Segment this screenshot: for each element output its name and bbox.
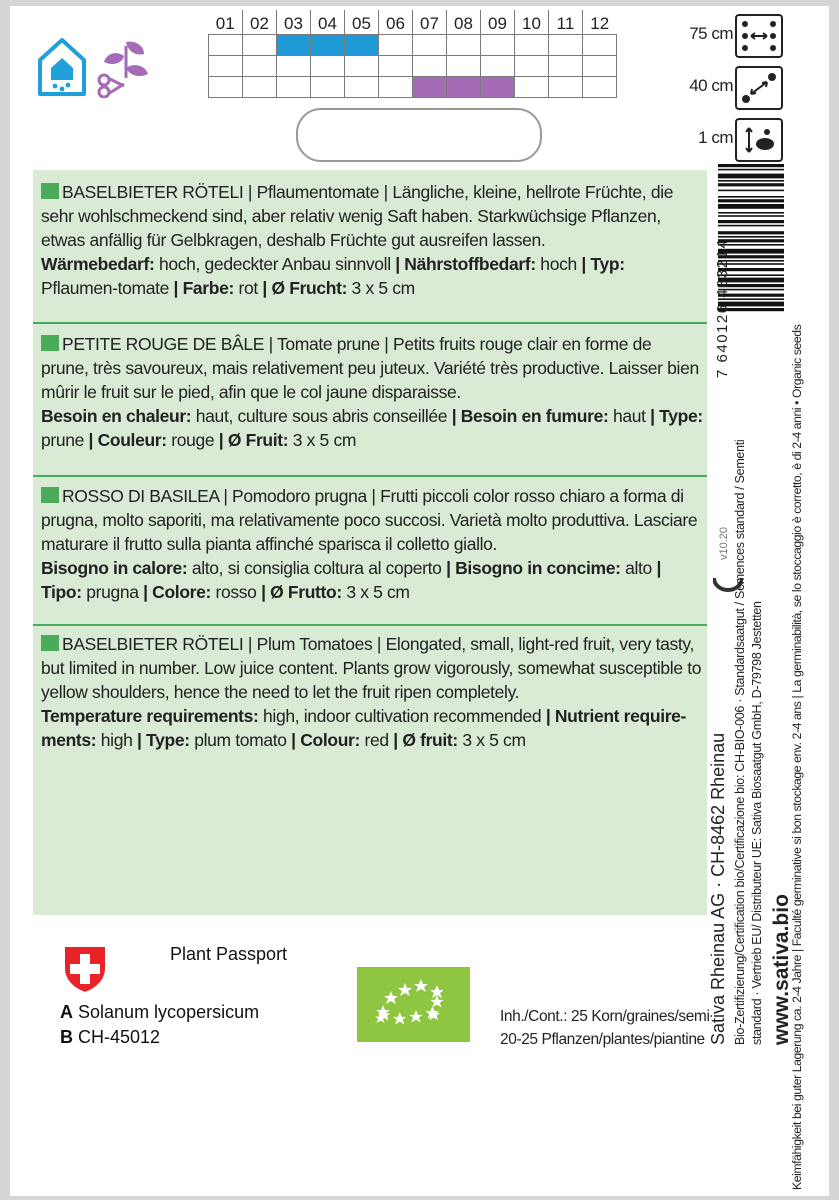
variety-description: | Tomate prune | Petits fruits rouge clair en forme de prune, très savoureux, mais relativement peu juteux. Variété très productive. Laisser bien mûrir le fruit sur le pied, afin que le col jaune disparaisse. <box>41 334 699 402</box>
calendar-grid <box>208 10 617 98</box>
sowing-depth-label: 1 cm <box>698 128 733 147</box>
green-square-icon <box>41 183 59 199</box>
row-spacing <box>660 14 785 66</box>
month-label: 03 <box>277 10 311 35</box>
calendar-cell <box>413 56 447 77</box>
attr-label: | Tipo: <box>41 558 661 602</box>
attr-value: alto <box>620 558 657 578</box>
version-label: v10.20 <box>718 526 730 560</box>
variety-title: BASELBIETER RÖTELI <box>62 182 244 202</box>
attr-label: | Nutrient require-ments: <box>41 706 687 750</box>
month-label: 05 <box>345 10 379 35</box>
variety-description: | Pomodoro prugna | Frutti piccoli color rosso chiaro a forma di prugna, molto saporiti, ma relativamente poco succosi. Varietà molto produttiva. Lasciare maturare il frutto sulla pianta affinché sparisca il colletto giallo. <box>41 486 698 554</box>
variety-section-it <box>41 484 703 604</box>
calendar-cell <box>549 56 583 77</box>
calendar-cell <box>481 77 515 98</box>
passport-letter-a: A <box>60 1002 73 1022</box>
month-label: 06 <box>379 10 413 35</box>
attr-label: | Nährstoffbedarf: <box>395 254 536 274</box>
passport-title: Plant Passport <box>170 944 288 964</box>
barcode-bar <box>718 204 784 209</box>
variety-section-en <box>41 632 703 752</box>
barcode-bar <box>718 174 784 179</box>
calendar-cell <box>583 35 617 56</box>
month-label: 09 <box>481 10 515 35</box>
barcode-bar <box>718 196 784 198</box>
calendar-cell <box>413 35 447 56</box>
calendar-cell <box>277 77 311 98</box>
attr-label: Besoin en chaleur: <box>41 406 192 426</box>
attr-value: high <box>96 730 137 750</box>
calendar-cell <box>481 56 515 77</box>
passport-letter-b: B <box>60 1027 73 1047</box>
calendar-cell <box>447 56 481 77</box>
section-divider <box>33 624 707 626</box>
barcode-bar <box>718 169 784 171</box>
attr-label: Temperature requirements: <box>41 706 259 726</box>
sowing-depth-icon <box>735 118 783 162</box>
barcode-bar <box>718 164 784 167</box>
attr-label: | Ø Fruit: <box>218 430 289 450</box>
variety-section-fr <box>41 332 703 452</box>
calendar-cell <box>209 77 243 98</box>
barcode-bar <box>718 215 784 217</box>
calendar-cell <box>549 35 583 56</box>
eu-organic-leaf-logo <box>357 967 470 1042</box>
month-label: 11 <box>549 10 583 35</box>
cultivation-icons <box>38 38 153 98</box>
attr-label: | Farbe: <box>173 278 234 298</box>
hanger-hole <box>296 108 542 162</box>
green-square-icon <box>41 635 59 651</box>
attr-value: prugna <box>81 582 144 602</box>
description-panel <box>33 170 707 915</box>
calendar-cell <box>379 56 413 77</box>
month-label: 07 <box>413 10 447 35</box>
calendar-cell <box>311 56 345 77</box>
attr-label: | Bisogno in concime: <box>446 558 621 578</box>
calendar-cell <box>515 77 549 98</box>
attr-value: 3 x 5 cm <box>347 278 415 298</box>
attr-value: haut <box>608 406 651 426</box>
variety-section-de <box>41 180 703 300</box>
calendar-cell <box>515 35 549 56</box>
month-label: 10 <box>515 10 549 35</box>
variety-title: PETITE ROUGE DE BÂLE <box>62 334 265 354</box>
contents-seeds: Inh./Cont.: 25 Korn/graines/semi <box>500 1008 710 1025</box>
calendar-cell <box>447 35 481 56</box>
calendar-cell <box>311 77 345 98</box>
passport-line-b <box>60 1027 160 1048</box>
attr-value: rouge <box>166 430 219 450</box>
barcode-bar <box>718 231 784 234</box>
attr-value: alto, si consiglia coltura al coperto <box>187 558 447 578</box>
month-label: 12 <box>590 14 610 33</box>
row-spacing-label: 75 cm <box>689 24 733 43</box>
calendar-cell <box>583 56 617 77</box>
calendar-cell <box>243 35 277 56</box>
barcode-bar <box>718 183 784 186</box>
plant-spacing <box>660 66 785 118</box>
calendar-cell <box>277 35 311 56</box>
green-square-icon <box>41 335 59 351</box>
barcode-bar <box>718 220 784 223</box>
variety-description: | Plum Tomatoes | Elongated, small, light-red fruit, very tasty, but limited in number. Low juice content. Plants grow vigorously, somewhat susceptible to yellow shoulders, hence the need to let the fruit ripen completely. <box>41 634 702 702</box>
website-link[interactable]: www.sativa.bio <box>770 894 793 1045</box>
barcode-number: 7 640126 483214 <box>714 238 731 378</box>
calendar-cell <box>481 35 515 56</box>
calendar-cell <box>413 77 447 98</box>
calendar-cell <box>311 35 345 56</box>
section-divider <box>33 475 707 477</box>
attr-value: 3 x 5 cm <box>457 730 526 750</box>
calendar-cell <box>243 77 277 98</box>
attr-value: 3 x 5 cm <box>341 582 410 602</box>
attr-label: | Besoin en fumure: <box>451 406 609 426</box>
attr-label: | Ø Frucht: <box>262 278 348 298</box>
calendar-cell <box>583 77 617 98</box>
calendar-cell <box>243 56 277 77</box>
company-address: Sativa Rheinau AG · CH-8462 Rheinau <box>708 732 728 1045</box>
germination-text: Keimfähigkeit bei guter Lagerung ca. 2-4 Jahre | Faculté germinative si bon stockage env. 2-4 ans | La germinabilità, se lo stoccaggio è corretto, è di 2-4 anni • Organic seeds <box>790 324 804 1190</box>
variety-title: BASELBIETER RÖTELI <box>62 634 244 654</box>
plant-spacing-label: 40 cm <box>689 76 733 95</box>
attr-value: high, indoor cultivation recommended <box>258 706 546 726</box>
attr-value: hoch, gedeckter Anbau sinnvoll <box>154 254 396 274</box>
calendar-cell <box>379 77 413 98</box>
attr-label: | Typ: <box>581 254 625 274</box>
sowing-calendar <box>208 10 617 98</box>
certification-text: Bio-Zertifizierung/Certification bio/Certificazione bio: CH-BIO-006 · Standardsaatgut / Semences standard / Sementi <box>733 439 747 1045</box>
attr-label: | Couleur: <box>88 430 167 450</box>
barcode-bar <box>718 190 784 192</box>
greenhouse-icon <box>40 40 84 94</box>
attr-value: rot <box>233 278 263 298</box>
calendar-cell <box>549 77 583 98</box>
barcode-bar <box>718 225 784 227</box>
calendar-cell <box>209 35 243 56</box>
spacing-info <box>660 14 785 170</box>
distribution-text: standard · Vertrieb EU/ Distributeur UE: Sativa Biosaatgut GmbH, D-79798 Jestetten <box>750 601 764 1045</box>
attr-label: | Ø fruit: <box>393 730 458 750</box>
attr-value: haut, culture sous abris conseillée <box>191 406 452 426</box>
month-label: 04 <box>311 10 345 35</box>
section-divider <box>33 322 707 324</box>
passport-value-a: Solanum lycopersicum <box>78 1002 260 1022</box>
month-label: 02 <box>243 10 277 35</box>
attr-label: | Type: <box>650 406 703 426</box>
calendar-cell <box>379 35 413 56</box>
attr-value: red <box>359 730 394 750</box>
harvest-scissors-icon <box>99 42 148 97</box>
attr-label: | Colore: <box>143 582 211 602</box>
variety-description: | Pflaumentomate | Längliche, kleine, hellrote Früchte, die sehr wohlschmeckend sind, aber relativ wenig Saft haben. Starkwüchsige Pflanzen, etwas anfällig für Gelbkragen, deshalb Früchte gut ausreifen lassen. <box>41 182 674 250</box>
calendar-cell <box>515 56 549 77</box>
barcode-bar <box>718 212 784 214</box>
calendar-cell <box>345 77 379 98</box>
attr-label: | Colour: <box>291 730 360 750</box>
month-label: 08 <box>447 10 481 35</box>
attr-value: 3 x 5 cm <box>288 430 357 450</box>
barcode-bar <box>718 236 784 238</box>
plant-spacing-icon <box>735 66 783 110</box>
attr-value: rosso <box>210 582 262 602</box>
swiss-shield-icon <box>60 944 110 994</box>
calendar-cell <box>209 56 243 77</box>
passport-value-b: CH-45012 <box>78 1027 161 1047</box>
passport-line-a <box>60 1002 259 1023</box>
row-spacing-icon <box>735 14 783 58</box>
calendar-cell <box>277 56 311 77</box>
attr-value: prune <box>41 430 89 450</box>
month-label: 01 <box>209 10 243 35</box>
contents-plants: 20-25 Pflanzen/plantes/piantine <box>500 1031 705 1048</box>
calendar-cell <box>345 35 379 56</box>
barcode-bar <box>718 180 784 182</box>
barcode-bar <box>718 199 784 202</box>
attr-value: plum tomato <box>189 730 292 750</box>
attr-label: | Ø Frutto: <box>261 582 342 602</box>
calendar-cell <box>447 77 481 98</box>
green-square-icon <box>41 487 59 503</box>
variety-title: ROSSO DI BASILEA <box>62 486 219 506</box>
packet-contents <box>500 1005 709 1051</box>
attr-label: Wärmebedarf: <box>41 254 155 274</box>
attr-label: Bisogno in calore: <box>41 558 188 578</box>
attr-value: Pflaumen-tomate <box>41 278 174 298</box>
calendar-cell <box>345 56 379 77</box>
attr-label: | Type: <box>137 730 190 750</box>
attr-value: hoch <box>535 254 582 274</box>
